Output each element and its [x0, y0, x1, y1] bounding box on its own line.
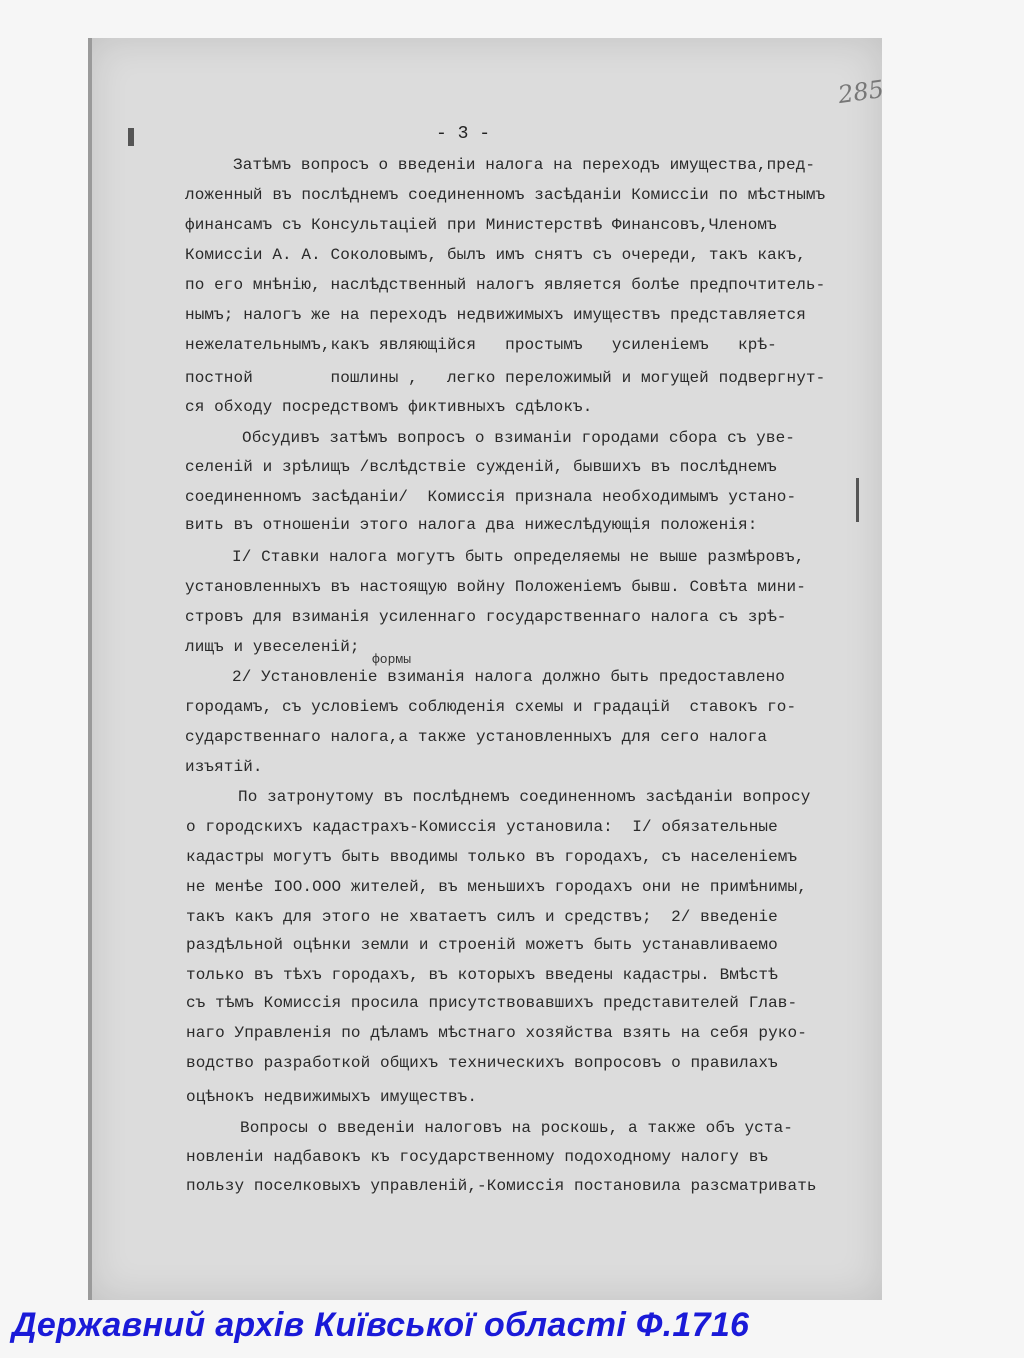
text-line: сударственнаго налога,а также установленныхъ для сего налога — [185, 728, 768, 746]
text-line: кадастры могутъ быть вводимы только въ городахъ, съ населенiемъ — [186, 848, 798, 866]
text-line: Затѣмъ вопросъ о введенiи налога на переходъ имущества,пред- — [233, 156, 816, 174]
text-line: новленiи надбавокъ къ государственному подоходному налогу въ — [186, 1148, 769, 1166]
text-line: финансамъ съ Консультацiей при Министерствѣ Финансовъ,Членомъ — [185, 216, 777, 234]
margin-mark — [856, 478, 859, 522]
text-line: такъ какъ для этого не хватаетъ силъ и средствъ; 2/ введенiе — [186, 908, 778, 926]
text-line: нежелательнымъ,какъ являющiйся простымъ усиленiемъ крѣ- — [185, 336, 777, 354]
text-line: Вопросы о введенiи налоговъ на роскошь, а также объ уста- — [240, 1119, 793, 1137]
handwritten-insertion: формы — [372, 652, 412, 667]
text-line: Обсудивъ затѣмъ вопросъ о взиманiи городами сбора съ уве- — [242, 429, 795, 447]
text-line: только въ тѣхъ городахъ, въ которыхъ введены кадастры. Вмѣстѣ — [186, 966, 778, 984]
text-line: по его мнѣнiю, наслѣдственный налогъ является болѣе предпочтитель- — [185, 276, 826, 294]
text-line: съ тѣмъ Комиссiя просила присутствовавшихъ представителей Глав- — [186, 994, 798, 1012]
text-line: стровъ для взиманiя усиленнаго государственнаго налога съ зрѣ- — [185, 608, 787, 626]
text-line: не менѣе IOO.OOO жителей, въ меньшихъ городахъ они не примѣнимы, — [186, 878, 807, 896]
text-line: 2/ Установленiе взиманiя налога должно быть предоставлено — [232, 668, 785, 686]
text-line: раздѣльной оцѣнки земли и строенiй можетъ быть устанавливаемо — [186, 936, 778, 954]
archive-watermark: Державний архів Київської області Ф.1716 — [12, 1306, 750, 1344]
text-line: Комиссiи А. А. Соколовымъ, былъ имъ снятъ съ очереди, такъ какъ, — [185, 246, 806, 264]
text-line: По затронутому въ послѣднемъ соединенномъ засѣданiи вопросу — [238, 788, 811, 806]
text-line: ложенный въ послѣднемъ соединенномъ засѣданiи Комиссiи по мѣстнымъ — [185, 186, 826, 204]
page-number: - 3 - — [436, 124, 491, 144]
text-line: пользу поселковыхъ управленiй,-Комиссiя постановила разсматривать — [186, 1177, 817, 1195]
text-line: ся обходу посредствомъ фиктивныхъ сдѣлокъ. — [185, 398, 593, 416]
text-line: водство разработкой общихъ техническихъ вопросовъ о правилахъ — [186, 1054, 778, 1072]
text-line: наго Управленiя по дѣламъ мѣстнаго хозяйства взять на себя руко- — [186, 1024, 807, 1042]
text-line: вить въ отношенiи этого налога два нижеслѣдующiя положенiя: — [185, 516, 758, 534]
binding-hole-mark — [128, 128, 134, 146]
text-line: городамъ, съ условiемъ соблюденiя схемы и градацiй ставокъ го- — [185, 698, 797, 716]
text-line: нымъ; налогъ же на переходъ недвижимыхъ имуществъ представляется — [185, 306, 806, 324]
text-line: постной пошлины , легко переложимый и могущей подвергнут- — [185, 369, 826, 387]
text-line: соединенномъ засѣданiи/ Комиссiя признала необходимымъ устано- — [185, 488, 797, 506]
text-line: селенiй и зрѣлищъ /вслѣдствiе сужденiй, бывшихъ въ послѣднемъ — [185, 458, 777, 476]
text-line: лищъ и увеселенiй; — [185, 638, 360, 656]
text-line: I/ Ставки налога могутъ быть определяемы не выше размѣровъ, — [232, 548, 805, 566]
text-line: изъятiй. — [185, 758, 263, 776]
paper-edge — [88, 38, 92, 1300]
folio-number: 285 — [836, 74, 886, 110]
text-line: установленныхъ въ настоящую войну Положенiемъ бывш. Совѣта мини- — [185, 578, 806, 596]
text-line: о городскихъ кадастрахъ-Комиссiя установила: I/ обязательные — [186, 818, 778, 836]
text-line: оцѣнокъ недвижимыхъ имуществъ. — [186, 1088, 478, 1106]
